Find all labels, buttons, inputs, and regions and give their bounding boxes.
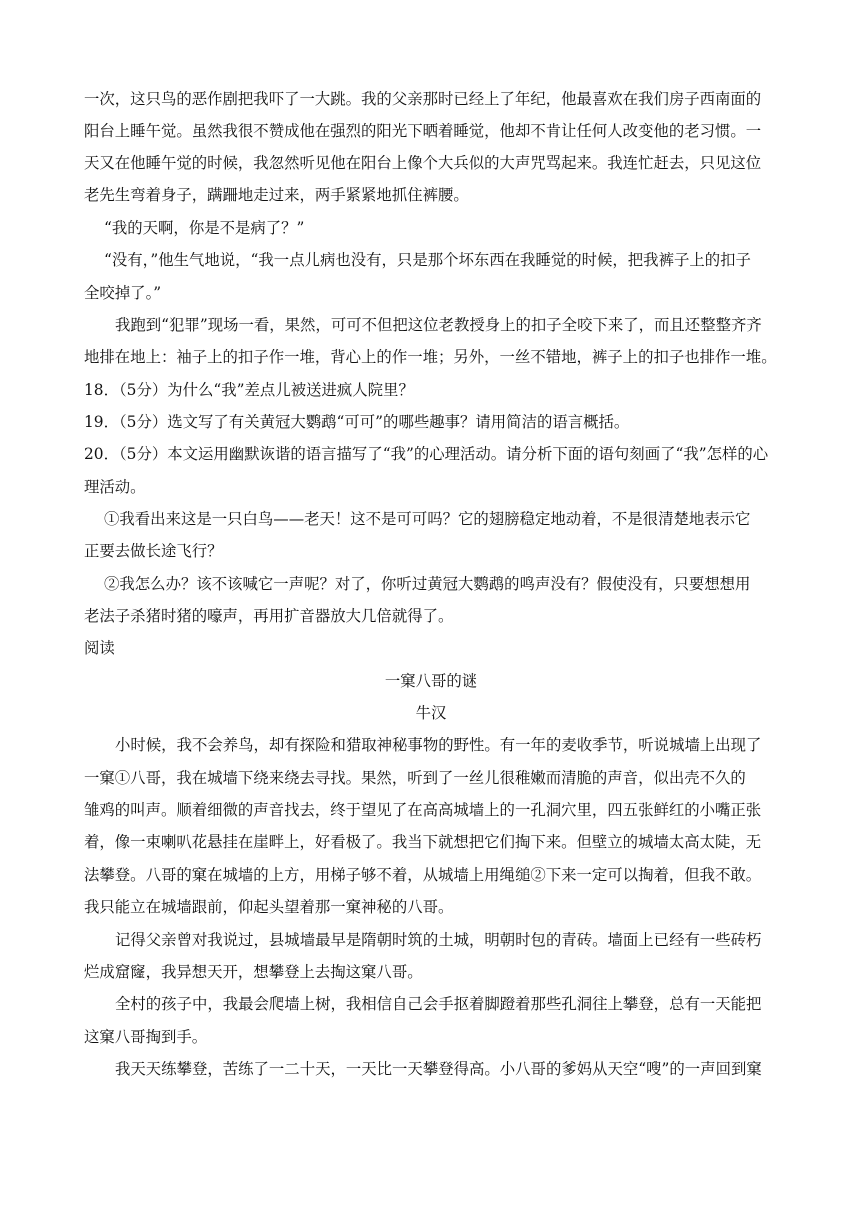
section-label: 阅读 (84, 639, 115, 657)
article-line: 这窠八哥掏到手。 (84, 1028, 208, 1046)
question-19: 19．（5分）选文写了有关黄冠大鹦鹉“可可”的哪些趣事？请用简洁的语言概括。 (84, 413, 630, 431)
article-line: 小时候，我不会养鸟，却有探险和猎取神秘事物的野性。有一年的麦收季节，听说城墙上出现了 (115, 736, 762, 754)
article-line: 一窠①八哥，我在城墙下绕来绕去寻找。果然，听到了一丝儿很稚嫩而清脆的声音，似出壳不久的 (84, 769, 746, 787)
story-line: 天又在他睡午觉的时候，我忽然听见他在阳台上像个大兵似的大声咒骂起来。我连忙赶去，只见这位 (84, 154, 762, 172)
quote-item-1-cont: 正要去做长途飞行？ (84, 542, 223, 560)
story-line: 我跑到“犯罪”现场一看，果然，可可不但把这位老教授身上的扣子全咬下来了，而且还整整齐齐 (115, 316, 762, 334)
article-line: 我只能立在城墙跟前，仰起头望着那一窠神秘的八哥。 (84, 898, 454, 916)
quote-item-2-cont: 老法子杀猪时猪的嚎声，再用扩音器放大几倍就得了。 (84, 607, 454, 625)
question-18: 18．（5分）为什么“我”差点儿被送进疯人院里？ (84, 381, 414, 399)
article-line: 着，像一束喇叭花悬挂在崖畔上，好看极了。我当下就想把它们掏下来。但壁立的城墙太高太陡，无 (84, 833, 762, 851)
quote-item-2: ②我怎么办？该不该喊它一声呢？对了，你听过黄冠大鹦鹉的鸣声没有？假使没有，只要想想用 (104, 575, 751, 593)
article-line: 雏鸡的叫声。顺着细微的声音找去，终于望见了在高高城墙上的一孔洞穴里，四五张鲜红的小嘴正张 (84, 801, 762, 819)
article-line: 全村的孩子中，我最会爬墙上树，我相信自己会手抠着脚蹬着那些孔洞往上攀登，总有一天能把 (115, 995, 762, 1013)
story-line: “没有，”他生气地说，“我一点儿病也没有，只是那个坏东西在我睡觉的时候，把我裤子上的扣子 (104, 251, 751, 269)
article-line: 法攀登。八哥的窠在城墙的上方，用梯子够不着，从城墙上用绳缒②下来一定可以掏着，但我不敢。 (84, 866, 762, 884)
article-line: 记得父亲曾对我说过，县城墙最早是隋朝时筑的土城，明朝时包的青砖。墙面上已经有一些砖朽 (115, 931, 762, 949)
story-line: 一次，这只鸟的恶作剧把我吓了一大跳。我的父亲那时已经上了年纪，他最喜欢在我们房子西南面的 (84, 90, 762, 108)
article-line: 我天天练攀登，苦练了一二十天，一天比一天攀登得高。小八哥的爹妈从天空“嗖”的一声回到窠 (115, 1060, 762, 1078)
question-20: 20．（5分）本文运用幽默诙谐的语言描写了“我”的心理活动。请分析下面的语句刻画了“我”怎样的心 (84, 445, 769, 463)
story-line: 地排在地上：袖子上的扣子作一堆，背心上的作一堆；另外，一丝不错地，裤子上的扣子也排作一堆。 (84, 348, 777, 366)
question-20-cont: 理活动。 (84, 478, 146, 496)
article-line: 烂成窟窿，我异想天开，想攀登上去掏这窠八哥。 (84, 963, 423, 981)
story-line: 阳台上睡午觉。虽然我很不赞成他在强烈的阳光下晒着睡觉，他却不肯让任何人改变他的老习惯。一 (84, 122, 762, 140)
story-line: “我的天啊，你是不是病了？” (104, 219, 305, 237)
quote-item-1: ①我看出来这是一只白鸟——老天！这不是可可吗？它的翅膀稳定地动着，不是很清楚地表示它 (104, 510, 751, 528)
story-line: 全咬掉了。” (84, 284, 162, 302)
article-author: 牛汉 (415, 704, 447, 722)
article-title: 一窠八哥的谜 (384, 672, 478, 690)
story-line: 老先生弯着身子，蹒跚地走过来，两手紧紧地抓住裤腰。 (84, 186, 469, 204)
